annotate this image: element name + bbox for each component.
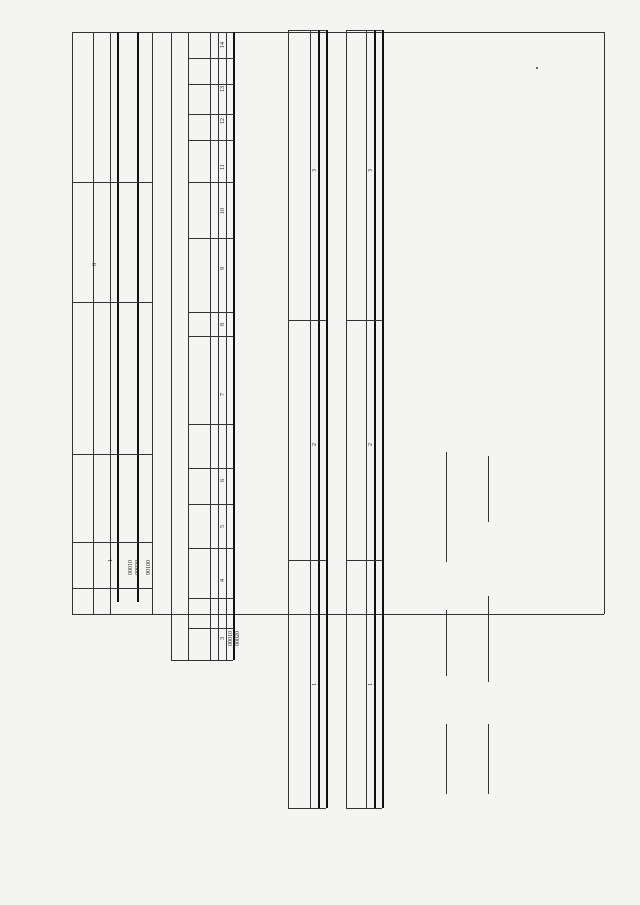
grid-line [188,504,233,505]
grid-line [188,140,233,141]
grid-line [171,660,233,661]
column-number: 2 [368,443,374,446]
grid-line [171,32,172,660]
column-number: 9 [220,267,226,270]
grid-line [188,238,233,239]
grid-line [188,548,233,549]
column-number: 12 [220,118,226,124]
signature-line-position[interactable] [446,724,448,794]
grid-line [226,32,227,660]
column-number: 10 [220,208,226,214]
column-number: 6 [220,479,226,482]
scan-speck [536,67,538,69]
grid-line [188,336,233,337]
grid-line [188,424,233,425]
row-code: 00010 [128,560,134,575]
grid-line [188,182,233,183]
column-number: 4 [220,579,226,582]
grid-line [137,32,139,602]
grid-line [110,32,111,614]
grid-line [288,808,326,809]
column-number: 3 [312,169,318,172]
grid-line [288,30,326,31]
grid-line [310,30,311,808]
column-number: 5 [220,525,226,528]
executor-line-name[interactable] [488,596,490,682]
column-number: 6 [92,263,98,266]
grid-line [188,32,189,660]
grid-line [72,182,152,183]
column-number: 1 [368,683,374,686]
grid-line [346,30,347,808]
grid-line [326,30,328,808]
grid-line [346,30,382,31]
grid-line [72,454,152,455]
signature-line-sign[interactable] [446,610,448,676]
row-code: 00010 [228,631,234,646]
grid-line [188,598,233,599]
grid-line [210,32,211,660]
grid-line [288,560,326,561]
grid-line [346,808,382,809]
grid-line [233,32,235,660]
column-number: 8 [220,323,226,326]
grid-line [346,560,382,561]
column-number: 1 [108,559,114,562]
grid-line [218,32,219,660]
column-number: 1 [312,683,318,686]
grid-line [188,84,233,85]
grid-line [188,114,233,115]
grid-line [188,628,233,629]
grid-line [152,32,153,614]
grid-line [374,30,376,808]
grid-line [318,30,320,808]
grid-line [382,30,384,808]
row-code: 00020 [235,631,241,646]
column-number: 3 [220,637,226,640]
grid-line [117,32,119,602]
grid-line [72,32,73,614]
column-number: 11 [220,164,226,170]
column-number: 14 [220,42,226,48]
grid-line [288,30,289,808]
grid-line [72,614,604,615]
grid-line [604,32,605,614]
row-code: 90100 [146,560,152,575]
column-number: 7 [220,393,226,396]
executor-line-position[interactable] [488,724,490,794]
column-number: 3 [368,169,374,172]
grid-line [72,542,152,543]
grid-line [72,588,152,589]
row-code: 00020 [135,560,141,575]
grid-line [366,30,367,808]
executor-line-phone[interactable] [488,456,490,522]
grid-line [188,468,233,469]
grid-line [346,320,382,321]
grid-line [72,302,152,303]
grid-line [171,32,233,33]
grid-line [188,58,233,59]
grid-line [93,32,94,614]
column-number: 2 [312,443,318,446]
grid-line [288,320,326,321]
grid-line [188,312,233,313]
signature-line-name[interactable] [446,452,448,562]
column-number: 13 [220,86,226,92]
